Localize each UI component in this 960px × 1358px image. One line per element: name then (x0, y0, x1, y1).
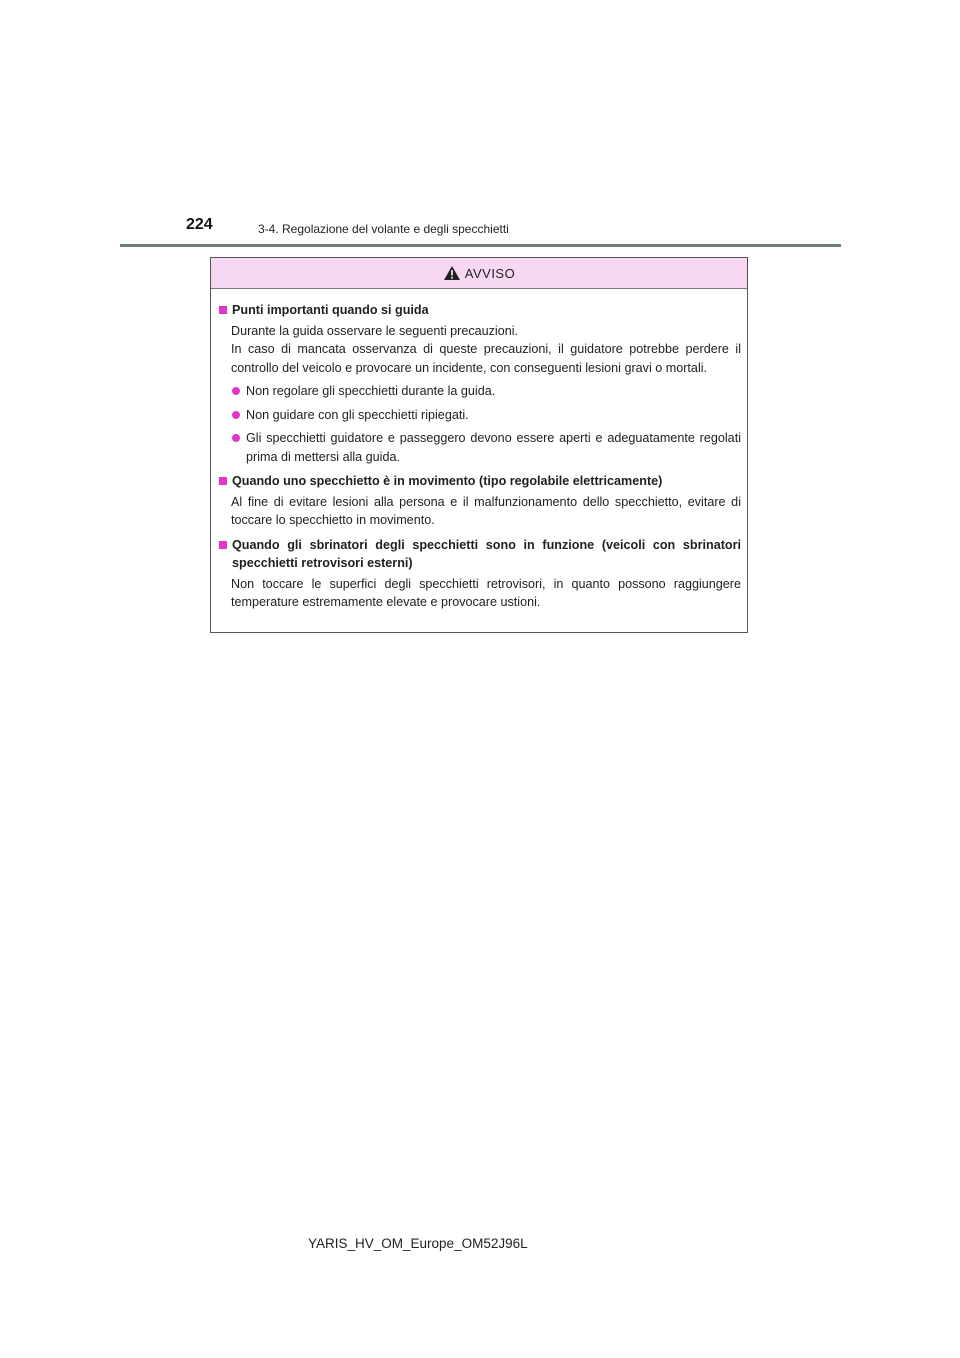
warning-body (211, 289, 747, 612)
warning-paragraph: Al fine di evitare lesioni alla persona e il malfunzionamento dello specchietto, evitare di toccare lo specchietto in movimento. (231, 494, 741, 527)
warning-bullet: Non guidare con gli specchietti ripiegati. (231, 406, 741, 425)
warning-title: AVVISO (464, 265, 516, 281)
warning-header (211, 258, 747, 289)
warning-paragraph: In caso di mancata osservanza di queste precauzioni, il guidatore potrebbe perdere il controllo del veicolo e provocare un incidente, con conseguenti lesioni gravi o mortali. (231, 342, 741, 375)
warning-heading: Punti importanti quando si guida (218, 301, 741, 320)
square-bullet-icon (219, 477, 227, 485)
warning-heading: Quando uno specchietto è in movimento (tipo regolabile elettricamente) (218, 472, 741, 491)
square-bullet-icon (219, 306, 227, 314)
round-bullet-icon (232, 434, 240, 442)
warning-paragraph: Durante la guida osservare le seguenti precauzioni. (231, 323, 519, 338)
section-title: 3-4. Regolazione del volante e degli specchietti (258, 222, 509, 236)
header-divider (120, 244, 841, 247)
warning-heading: Quando gli sbrinatori degli specchietti sono in funzione (veicoli con sbrinatori specchietti retrovisori esterni) (218, 536, 741, 573)
round-bullet-icon (232, 411, 240, 419)
warning-bullet: Non regolare gli specchietti durante la guida. (231, 382, 741, 401)
square-bullet-icon (219, 541, 227, 549)
warning-box (210, 257, 748, 633)
round-bullet-icon (232, 387, 240, 395)
warning-paragraph: Non toccare le superfici degli specchietti retrovisori, in quanto possono raggiungere temperature estremamente elevate e provocare ustioni. (231, 576, 741, 609)
warning-bullet: Gli specchietti guidatore e passeggero devono essere aperti e adeguatamente regolati prima di mettersi alla guida. (231, 429, 741, 466)
document-code: YARIS_HV_OM_Europe_OM52J96L (308, 1236, 528, 1251)
warning-triangle-icon (443, 265, 461, 281)
page-number: 224 (186, 216, 213, 233)
